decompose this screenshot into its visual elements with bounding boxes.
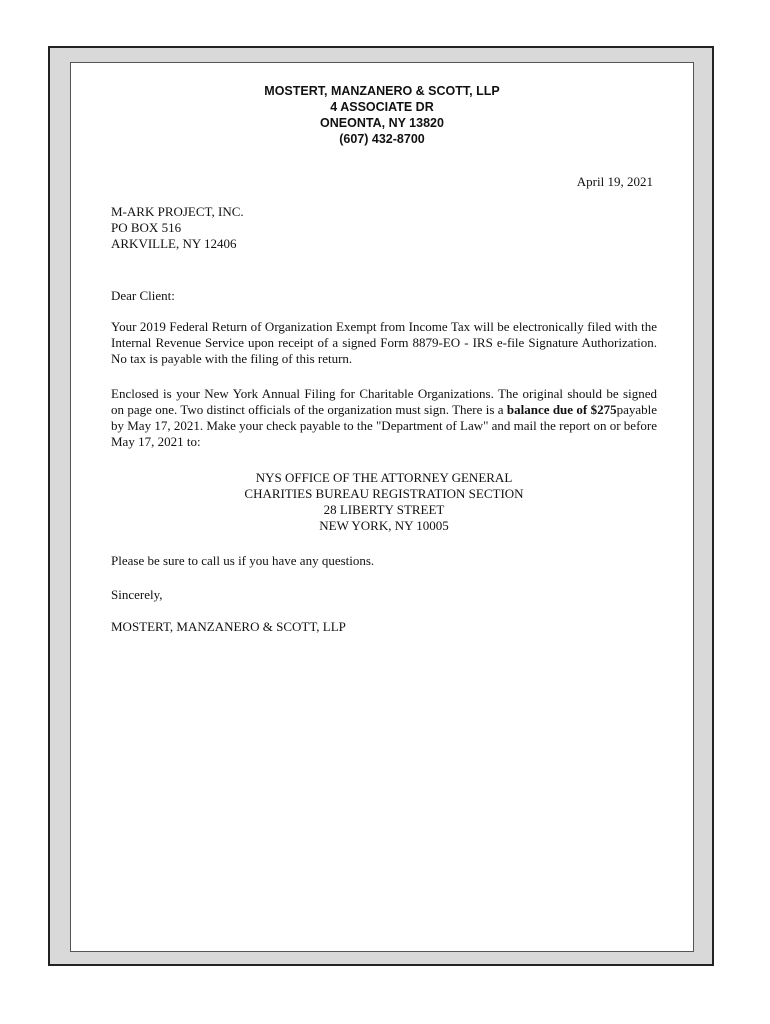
letterhead — [71, 83, 693, 147]
mail-to-address — [111, 470, 657, 534]
paragraph-ny-filing — [111, 386, 657, 450]
paragraph-federal-return: Your 2019 Federal Return of Organization Exempt from Income Tax will be electronically filed with the Internal Revenue Service upon receipt of a signed Form 8879-EO - IRS e-file Signature Authorization. No tax is payable with the filing of this return. — [111, 319, 657, 366]
letter-page — [70, 62, 694, 952]
mail-to-line4: NEW YORK, NY 10005 — [319, 518, 449, 533]
balance-due-text: balance due of $275 — [506, 402, 617, 417]
mail-to-line1: NYS OFFICE OF THE ATTORNEY GENERAL — [255, 470, 513, 485]
letter-date: April 19, 2021 — [576, 174, 653, 189]
firm-name: MOSTERT, MANZANERO & SCOTT, LLP — [264, 84, 500, 98]
mail-to-line2: CHARITIES BUREAU REGISTRATION SECTION — [244, 486, 524, 501]
paragraph-ny-filing-part2: payable by May 17, 2021. Make your check payable to the "Department of Law" and mail the report on or before May 17, 2021 to: — [111, 402, 657, 449]
mail-to-line3: 28 LIBERTY STREET — [323, 502, 445, 517]
closing-question: Please be sure to call us if you have any questions. — [111, 553, 375, 568]
paragraph-ny-filing-part1: Enclosed is your New York Annual Filing for Charitable Organizations. The original should be signed on page one. Two distinct officials of the organization must sign. There is a — [111, 386, 657, 417]
firm-street: 4 ASSOCIATE DR — [330, 100, 434, 114]
document-frame — [48, 46, 714, 966]
salutation: Dear Client: — [111, 288, 175, 303]
recipient-name: M-ARK PROJECT, INC. — [111, 204, 244, 219]
recipient-city: ARKVILLE, NY 12406 — [111, 236, 237, 251]
recipient-box: PO BOX 516 — [111, 220, 182, 235]
firm-phone: (607) 432-8700 — [339, 132, 425, 146]
firm-city: ONEONTA, NY 13820 — [320, 116, 444, 130]
sign-off: Sincerely, — [111, 587, 163, 602]
signature-firm: MOSTERT, MANZANERO & SCOTT, LLP — [111, 619, 346, 634]
recipient-address — [111, 204, 244, 252]
